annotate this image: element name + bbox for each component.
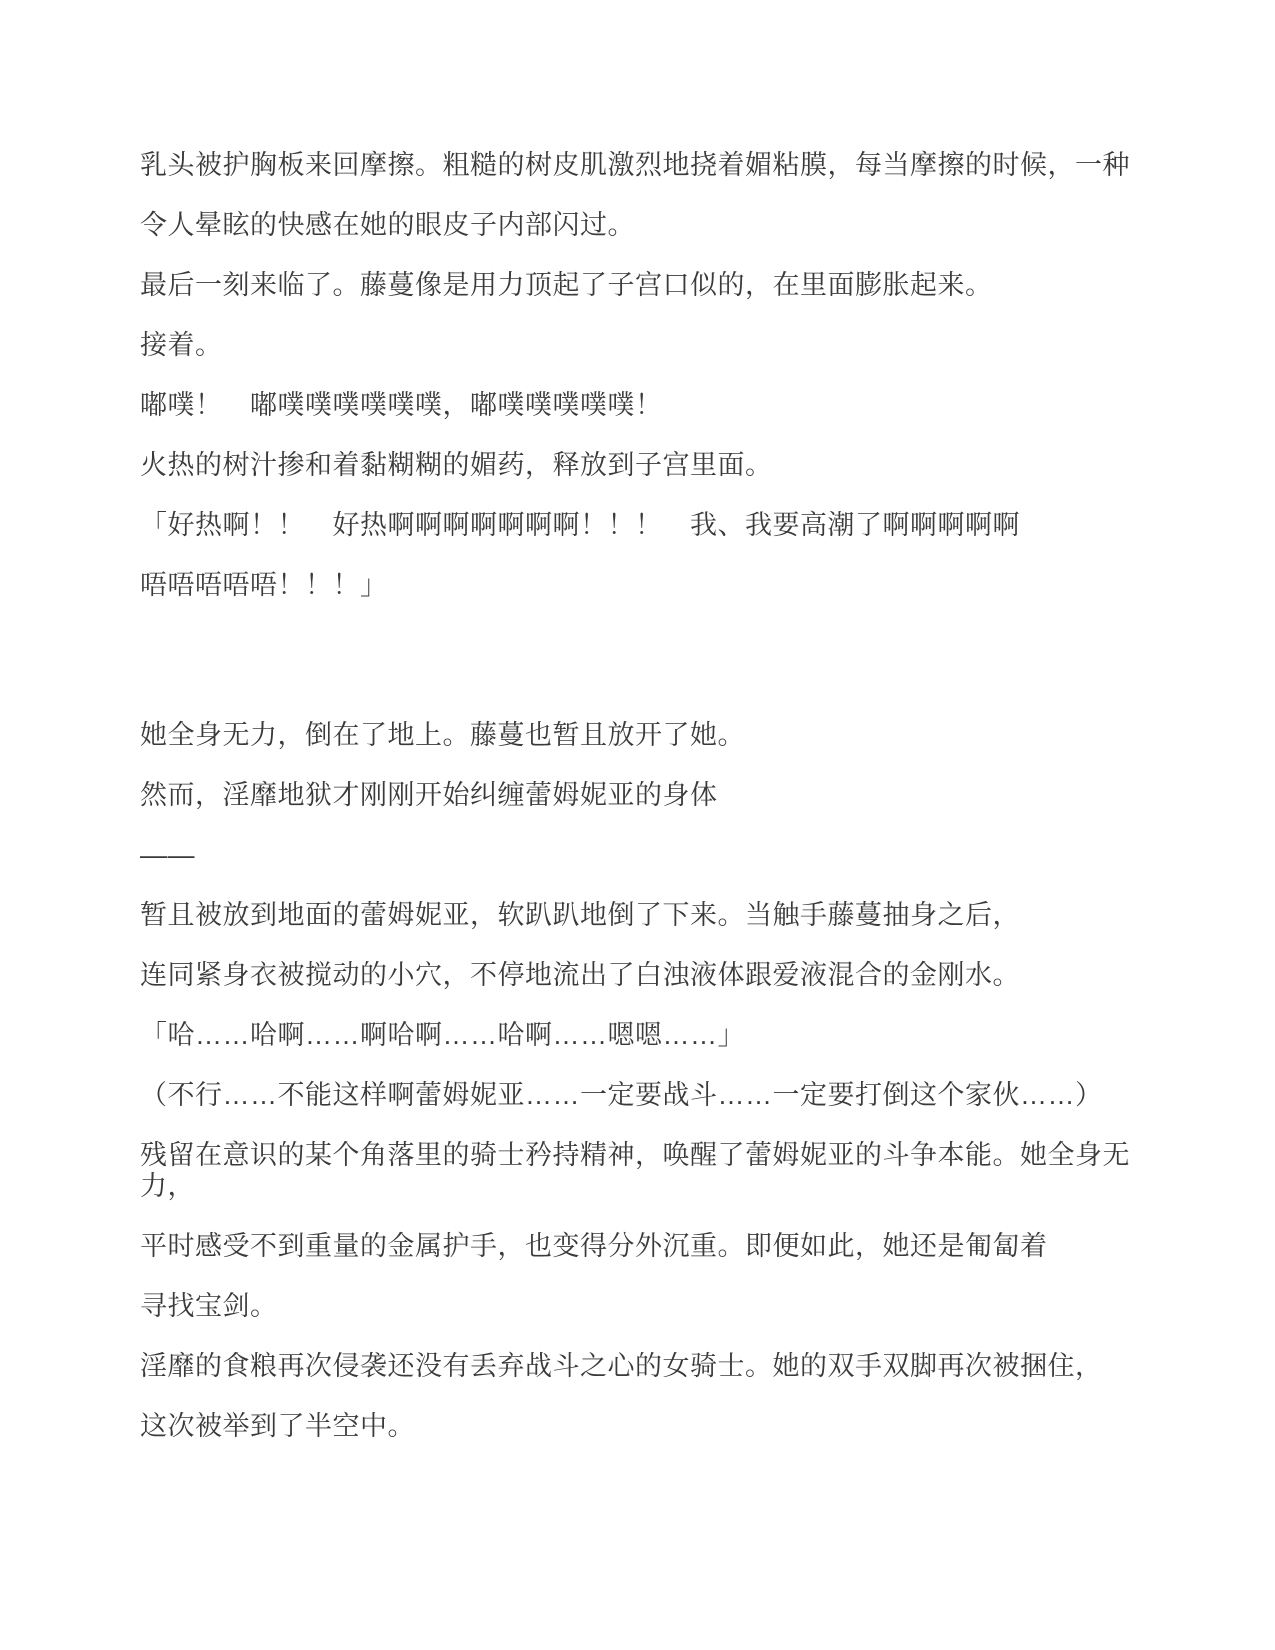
text-line: 暂且被放到地面的蕾姆妮亚，软趴趴地倒了下来。当触手藤蔓抽身之后， (140, 900, 1020, 930)
paragraph (140, 840, 1140, 871)
paragraph (140, 390, 1140, 421)
paragraph (140, 780, 1140, 811)
paragraph-spacer (140, 630, 1140, 720)
paragraph (140, 960, 1140, 991)
paragraph (140, 150, 1140, 181)
text-line: —— (140, 840, 195, 870)
text-line: （不行……不能这样啊蕾姆妮亚……一定要战斗……一定要打倒这个家伙……） (140, 1080, 1103, 1110)
paragraph (140, 210, 1140, 241)
text-line: 平时感受不到重量的金属护手，也变得分外沉重。即便如此，她还是匍匐着 (140, 1231, 1048, 1261)
paragraph (140, 1411, 1140, 1442)
paragraph (140, 1140, 1140, 1202)
text-line: 她全身无力，倒在了地上。藤蔓也暂且放开了她。 (140, 720, 745, 750)
text-line: 淫靡的食粮再次侵袭还没有丢弃战斗之心的女骑士。她的双手双脚再次被捆住， (140, 1351, 1103, 1381)
paragraph (140, 1020, 1140, 1051)
text-line: 嘟噗！ 嘟噗噗噗噗噗噗，嘟噗噗噗噗噗！ (140, 390, 663, 420)
text-line: 寻找宝剑。 (140, 1291, 278, 1321)
paragraph (140, 720, 1140, 751)
text-line: 连同紧身衣被搅动的小穴，不停地流出了白浊液体跟爱液混合的金刚水。 (140, 960, 1020, 990)
text-line: 这次被举到了半空中。 (140, 1411, 415, 1441)
text-line: 乳头被护胸板来回摩擦。粗糙的树皮肌激烈地挠着媚粘膜，每当摩擦的时候，一种 (140, 150, 1130, 180)
paragraph (140, 570, 1140, 601)
document-body (140, 150, 1140, 1471)
text-line: 令人晕眩的快感在她的眼皮子内部闪过。 (140, 210, 635, 240)
paragraph (140, 1231, 1140, 1262)
paragraph (140, 450, 1140, 481)
text-line: 接着。 (140, 330, 223, 360)
paragraph (140, 1291, 1140, 1322)
text-line: 火热的树汁掺和着黏糊糊的媚药，释放到子宫里面。 (140, 450, 773, 480)
paragraph (140, 1351, 1140, 1382)
paragraph (140, 510, 1140, 541)
paragraph (140, 1080, 1140, 1111)
text-line: 「哈……哈啊……啊哈啊……哈啊……嗯嗯……」 (140, 1020, 745, 1050)
text-line: 残留在意识的某个角落里的骑士矜持精神，唤醒了蕾姆妮亚的斗争本能。她全身无 (140, 1140, 1130, 1170)
paragraph (140, 900, 1140, 931)
text-line: 然而，淫靡地狱才刚刚开始纠缠蕾姆妮亚的身体 (140, 780, 718, 810)
paragraph (140, 270, 1140, 301)
text-line: 最后一刻来临了。藤蔓像是用力顶起了子宫口似的，在里面膨胀起来。 (140, 270, 993, 300)
paragraph (140, 330, 1140, 361)
text-line: 唔唔唔唔唔！！！」 (140, 570, 388, 600)
text-line: 力， (140, 1171, 195, 1201)
text-line: 「好热啊！！ 好热啊啊啊啊啊啊啊！！！ 我、我要高潮了啊啊啊啊啊 (140, 510, 1020, 540)
